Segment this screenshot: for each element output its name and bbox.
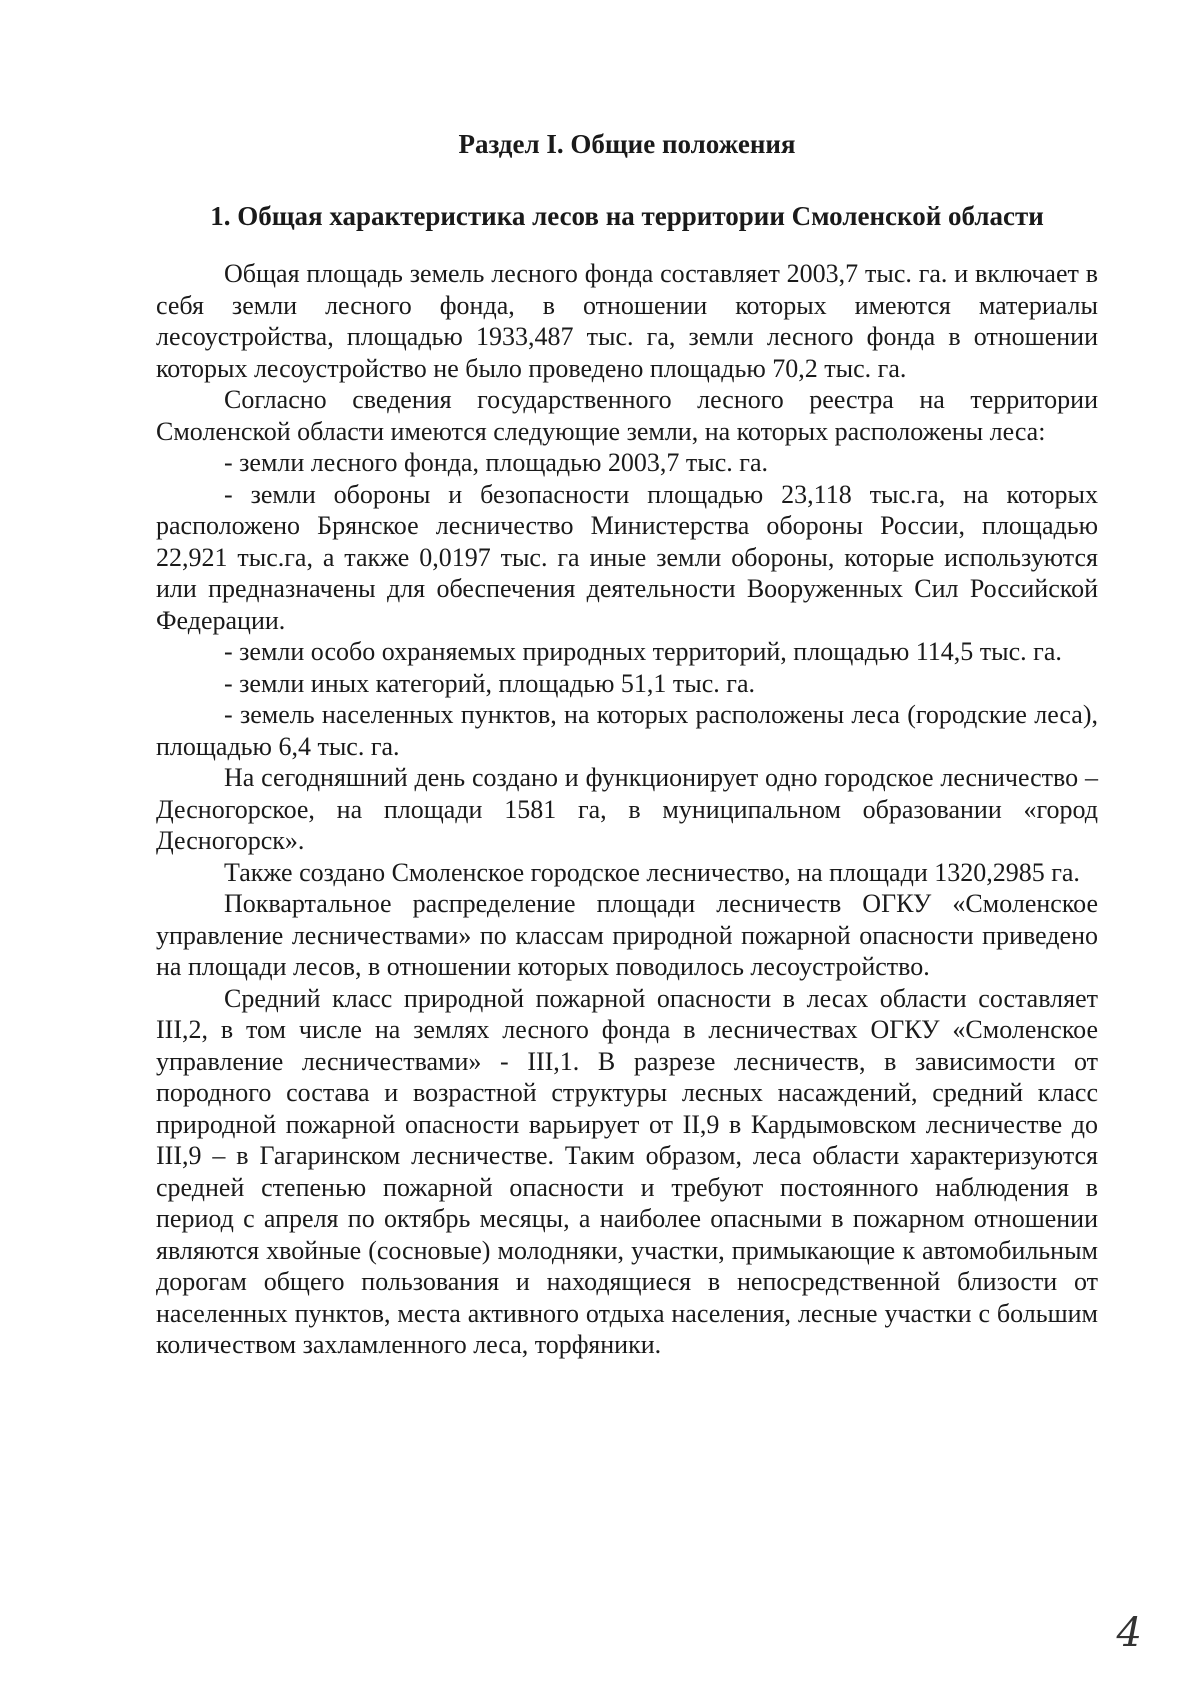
document-page [156,128,1098,1361]
list-item-settlement-lands: - земель населенных пунктов, на которых расположены леса (городские леса), площадью 6,4 тыс. га. [156,700,1098,761]
page-number: 4 [1116,1610,1142,1656]
paragraph-total-area: Общая площадь земель лесного фонда составляет 2003,7 тыс. га. и включает в себя земли лесного фонда, в отношении которых имеются материалы лесоустройства, площадью 1933,487 тыс. га, земли лесного фонда в отношении которых лесоустройство не было проведено площадью 70,2 тыс. га. [156,259,1098,383]
paragraph-desnogorsk-forestry: На сегодняшний день создано и функционирует одно городское лесничество – Десногорское, на площади 1581 га, в муниципальном образовании «город Десногорск». [156,763,1098,855]
paragraph-smolensk-forestry: Также создано Смоленское городское лесничество, на площади 1320,2985 га. [224,857,1080,887]
list-item-defense-lands: - земли обороны и безопасности площадью 23,118 тыс.га, на которых расположено Брянское лесничество Министерства обороны России, площадью 22,921 тыс.га, а также 0,0197 тыс. га иные земли обороны, которые используются или предназначены для обеспечения деятельности Вооруженных Сил Российской Федерации. [156,479,1098,635]
subsection-title: 1. Общая характеристика лесов на территории Смоленской области [210,201,1044,231]
list-item-forest-fund: - земли лесного фонда, площадью 2003,7 тыс. га. [224,448,769,477]
section-title: Раздел I. Общие положения [458,129,796,159]
paragraph-fire-hazard-class: Средний класс природной пожарной опасности в лесах области составляет III,2, в том числе на землях лесного фонда в лесничествах ОГКУ «Смоленское управление лесничествами» - III,1. В разрезе лесничеств, в зависимости от породного состава и возрастной структуры лесных насаждений, средний класс природной пожарной опасности варьирует от II,9 в Кардымовском лесничестве до III,9 – в Гагаринском лесничестве. Таким образом, леса области характеризуются средней степенью пожарной опасности и требуют постоянного наблюдения в период с апреля по октябрь месяцы, а наиболее опасными в пожарном отношении являются хвойные (сосновые) молодняки, участки, примыкающие к автомобильным дорогам общего пользования и находящиеся в непосредственной близости от населенных пунктов, места активного отдыха населения, лесные участки с большим количеством захламленного леса, торфяники. [156,983,1098,1359]
paragraph-fire-distribution: Поквартальное распределение площади лесничеств ОГКУ «Смоленское управление лесничествами» по классам природной пожарной опасности приведено на площади лесов, в отношении которых поводилось лесоустройство. [156,889,1098,981]
paragraph-registry-intro: Согласно сведения государственного лесного реестра на территории Смоленской области имеются следующие земли, на которых расположены леса: [156,385,1098,446]
list-item-other-categories: - земли иных категорий, площадью 51,1 тыс. га. [224,668,755,698]
list-item-protected-areas: - земли особо охраняемых природных территорий, площадью 114,5 тыс. га. [224,637,1062,666]
document-body [156,258,1098,1361]
